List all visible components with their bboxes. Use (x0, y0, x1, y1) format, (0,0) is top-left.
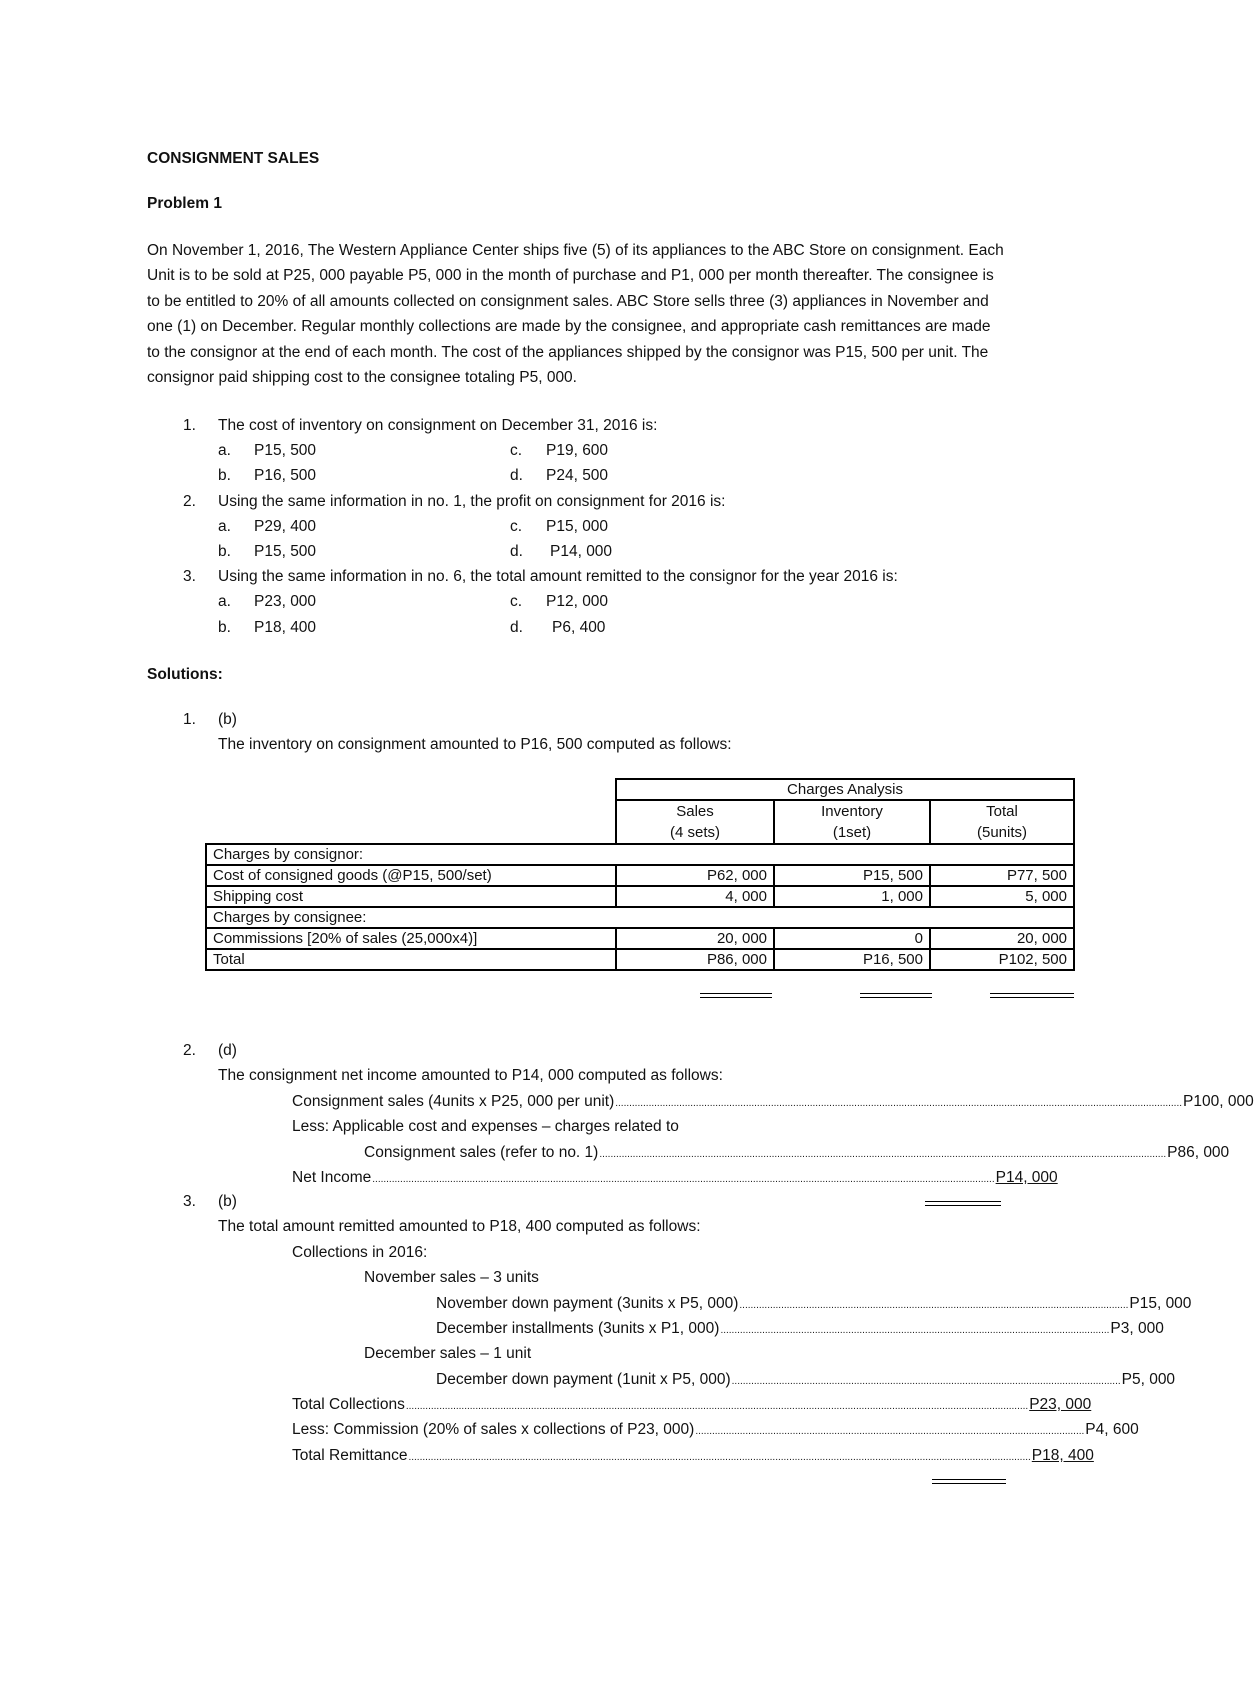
solution-intro: The consignment net income amounted to P14, 000 computed as follows: (218, 1067, 723, 1084)
option-value: P23, 000 (254, 593, 317, 610)
line-value: P18, 400 (1031, 1447, 1094, 1464)
row-label: Commissions [20% of sales (25,000x4)] (206, 928, 616, 949)
solution-number: 1. (183, 711, 196, 728)
option-letter: b. (218, 543, 231, 560)
double-underline (925, 1201, 1001, 1206)
solution-answer: (b) (218, 1193, 237, 1210)
leader-line: Net Income ................................................................................................................................................................................................................................ P14, 000 (292, 1169, 1058, 1186)
option-value: P12, 000 (546, 593, 609, 610)
leader-line: Total Collections ................................................................................................................................................................................................................................ P23, 000 (292, 1396, 1092, 1413)
line-value: P14, 000 (995, 1169, 1058, 1186)
option-value: P15, 000 (546, 518, 609, 535)
line-label: Net Income (292, 1169, 372, 1186)
table-row (206, 886, 1074, 907)
option-letter: d. (510, 619, 523, 636)
line-label: Less: Commission (20% of sales x collections of P23, 000) (292, 1421, 695, 1438)
paragraph-line: one (1) on December. Regular monthly collections are made by the consignee, and appropriate cash remittances are made (147, 318, 991, 336)
table-row (206, 865, 1074, 886)
double-underline (990, 993, 1074, 998)
option-letter: c. (510, 518, 523, 535)
problem-heading: Problem 1 (147, 195, 222, 212)
cell-inventory: 0 (774, 928, 930, 949)
option-letter: a. (218, 518, 231, 535)
option-letter: a. (218, 442, 231, 459)
collections-label: Collections in 2016: (292, 1244, 428, 1261)
question-number: 3. (183, 568, 196, 585)
option-value: P14, 000 (550, 543, 613, 560)
paragraph-line: to be entitled to 20% of all amounts collected on consignment sales. ABC Store sells three (3) appliances in November and (147, 292, 989, 310)
option-letter: c. (510, 442, 523, 459)
option-letter: b. (218, 619, 231, 636)
option-letter: b. (218, 467, 231, 484)
cell-inventory: P15, 500 (774, 865, 930, 886)
double-underline (700, 993, 772, 998)
paragraph-line: to the consignor at the end of each month. The cost of the appliances shipped by the consignor was P15, 500 per unit. The (147, 343, 989, 361)
solution-intro: The total amount remitted amounted to P18, 400 computed as follows: (218, 1218, 701, 1235)
option-value: P18, 400 (254, 619, 317, 636)
line-label: December down payment (1unit x P5, 000) (436, 1371, 731, 1388)
line-value: P4, 600 (1085, 1421, 1139, 1438)
table-header: Charges Analysis (616, 779, 1074, 800)
paragraph-line: consignor paid shipping cost to the consignee totaling P5, 000. (147, 369, 577, 387)
cell-total: 5, 000 (930, 886, 1074, 907)
leader-line: Consignment sales (4units x P25, 000 per unit) ............................................................................................................................................................................................................ P100, 000 (292, 1093, 1254, 1110)
option-value: P6, 400 (552, 619, 606, 636)
column-header-total: Total (5units) (930, 800, 1074, 844)
question-number: 1. (183, 417, 196, 434)
line-label: Consignment sales (4units x P25, 000 per unit) (292, 1093, 615, 1110)
line-value: P100, 000 (1183, 1093, 1254, 1110)
solution-answer: (d) (218, 1042, 237, 1059)
cell-inventory: P16, 500 (774, 949, 930, 970)
table-row (206, 949, 1074, 970)
option-value: P29, 400 (254, 518, 317, 535)
option-letter: a. (218, 593, 231, 610)
column-header-sales: Sales (4 sets) (616, 800, 774, 844)
november-sales-label: November sales – 3 units (364, 1269, 539, 1286)
option-value: P19, 600 (546, 442, 609, 459)
december-sales-label: December sales – 1 unit (364, 1345, 532, 1362)
option-value: P16, 500 (254, 467, 317, 484)
question-text: Using the same information in no. 1, the profit on consignment for 2016 is: (218, 493, 726, 510)
cell-total: P77, 500 (930, 865, 1074, 886)
leader-line: Consignment sales (refer to no. 1) ............................................................................................................................................................................................................ P86, 000 (364, 1144, 1230, 1161)
problem-paragraph (147, 238, 1069, 390)
option-value: P24, 500 (546, 467, 609, 484)
line-label: Total Remittance (292, 1447, 408, 1464)
line-label: Consignment sales (refer to no. 1) (364, 1144, 599, 1161)
cell-total: 20, 000 (930, 928, 1074, 949)
table-row (206, 928, 1074, 949)
row-label: Total (206, 949, 616, 970)
question-text: Using the same information in no. 6, the total amount remitted to the consignor for the year 2016 is: (218, 568, 898, 585)
leader-line: December installments (3units x P1, 000) ............................................................................................................................................ P3, 000 (436, 1320, 1164, 1337)
row-label: Shipping cost (206, 886, 616, 907)
option-letter: d. (510, 467, 523, 484)
line-value: P15, 000 (1129, 1295, 1192, 1312)
cell-total: P102, 500 (930, 949, 1074, 970)
table-row (206, 907, 1074, 928)
row-label: Charges by consignor: (206, 844, 1074, 865)
cell-sales: P86, 000 (616, 949, 774, 970)
paragraph-line: Unit is to be sold at P25, 000 payable P5, 000 in the month of purchase and P1, 000 per month thereafter. The consignee is (147, 267, 994, 285)
line-label: Total Collections (292, 1396, 405, 1413)
solution-number: 3. (183, 1193, 196, 1210)
paragraph-line: On November 1, 2016, The Western Appliance Center ships five (5) of its appliances to the ABC Store on consignment. Each (147, 242, 1004, 259)
line-value: P5, 000 (1121, 1371, 1176, 1388)
leader-line: Total Remittance ................................................................................................................................................................................................................................ P18, 400 (292, 1447, 1094, 1464)
line-label: Less: Applicable cost and expenses – charges related to (292, 1118, 679, 1135)
option-letter: c. (510, 593, 523, 610)
solution-answer: (b) (218, 711, 237, 728)
leader-line: Less: Commission (20% of sales x collections of P23, 000) ............................................................................................................................................ P4, 600 (292, 1421, 1139, 1438)
cell-sales: 20, 000 (616, 928, 774, 949)
charges-analysis-table (205, 778, 1075, 971)
line-label: December installments (3units x P1, 000) (436, 1320, 720, 1337)
question-number: 2. (183, 493, 196, 510)
double-underline (932, 1479, 1006, 1484)
row-label: Cost of consigned goods (@P15, 500/set) (206, 865, 616, 886)
line-label: November down payment (3units x P5, 000) (436, 1295, 739, 1312)
leader-line: November down payment (3units x P5, 000) ............................................................................................................................................ P15, 000 (436, 1295, 1192, 1312)
question-text: The cost of inventory on consignment on December 31, 2016 is: (218, 417, 658, 434)
double-underline (860, 993, 932, 998)
line-value: P23, 000 (1029, 1396, 1092, 1413)
line-value: P3, 000 (1110, 1320, 1164, 1337)
solution-intro: The inventory on consignment amounted to P16, 500 computed as follows: (218, 736, 732, 753)
cell-inventory: 1, 000 (774, 886, 930, 907)
column-header-inventory: Inventory (1set) (774, 800, 930, 844)
leader-line: December down payment (1unit x P5, 000) ............................................................................................................................................ P5, 000 (436, 1371, 1176, 1388)
table-row (206, 844, 1074, 865)
cell-sales: P62, 000 (616, 865, 774, 886)
line-value: P86, 000 (1167, 1144, 1230, 1161)
option-value: P15, 500 (254, 543, 317, 560)
solution-number: 2. (183, 1042, 196, 1059)
option-value: P15, 500 (254, 442, 317, 459)
row-label: Charges by consignee: (206, 907, 1074, 928)
document-title: CONSIGNMENT SALES (147, 150, 320, 167)
solutions-heading: Solutions: (147, 666, 223, 683)
cell-sales: 4, 000 (616, 886, 774, 907)
option-letter: d. (510, 543, 523, 560)
